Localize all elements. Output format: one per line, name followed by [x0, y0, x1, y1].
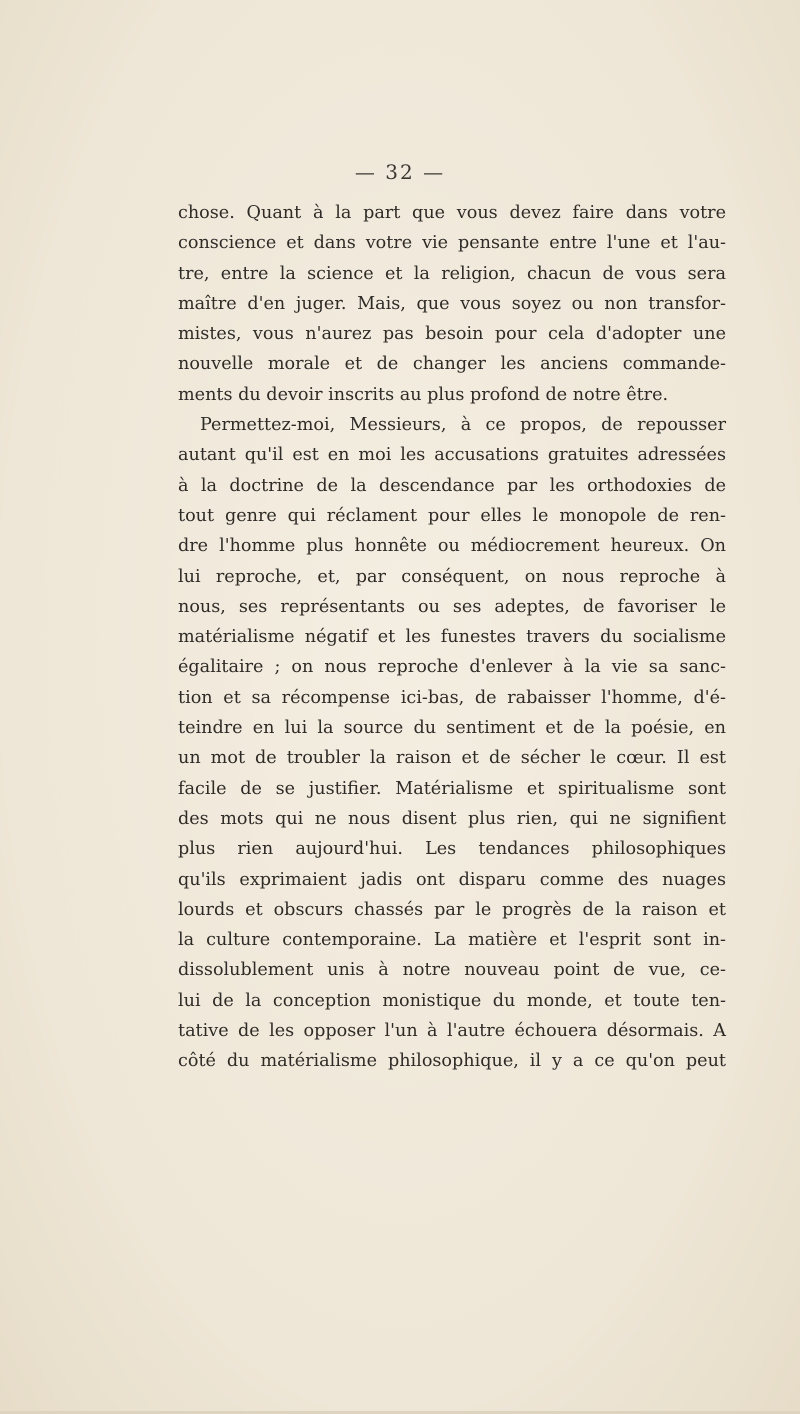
text-line: autant qu'il est en moi les accusations gratuites adressées	[178, 445, 726, 466]
text-line: lourds et obscurs chassés par le progrès de la raison et	[178, 899, 726, 920]
text-line: ments du devoir inscrits au plus profond de notre être.	[178, 384, 669, 405]
text-line: mistes, vous n'aurez pas besoin pour cela d'adopter une	[178, 324, 726, 345]
text-line: dre l'homme plus honnête ou médiocrement heureux. On	[178, 536, 726, 557]
text-line: lui reproche, et, par conséquent, on nous reproche à	[178, 566, 726, 587]
text-line: des mots qui ne nous disent plus rien, qui ne signifient	[178, 808, 726, 829]
text-line: nouvelle morale et de changer les anciens commande-	[178, 354, 726, 375]
text-line: chose. Quant à la part que vous devez faire dans votre	[178, 203, 726, 223]
text-line: tout genre qui réclament pour elles le monopole de ren-	[178, 505, 726, 526]
text-line: facile de se justifier. Matérialisme et spiritualisme sont	[178, 778, 726, 799]
text-line: côté du matérialisme philosophique, il y a ce qu'on peut	[178, 1051, 726, 1072]
text-line: maître d'en juger. Mais, que vous soyez ou non transfor-	[178, 293, 726, 314]
text-line: teindre en lui la source du sentiment et de la poésie, en	[178, 718, 726, 739]
text-line: à la doctrine de la descendance par les orthodoxies de	[178, 475, 726, 496]
text-line: plus rien aujourd'hui. Les tendances philosophiques	[178, 839, 726, 860]
text-line: nous, ses représentants ou ses adeptes, de favoriser le	[178, 596, 726, 617]
text-line: conscience et dans votre vie pensante entre l'une et l'au-	[178, 233, 726, 254]
text-line: tre, entre la science et la religion, chacun de vous sera	[178, 263, 726, 284]
text-line: tative de les opposer l'un à l'autre échouera désormais. A	[178, 1021, 726, 1042]
text-line: tion et sa récompense ici-bas, de rabaisser l'homme, d'é-	[178, 687, 726, 708]
text-line: égalitaire ; on nous reproche d'enlever à la vie sa sanc-	[178, 657, 726, 678]
paragraph-start-line: Permettez-moi, Messieurs, à ce propos, de repousser	[200, 415, 726, 436]
body-text	[178, 198, 726, 1077]
text-line: qu'ils exprimaient jadis ont disparu comme des nuages	[178, 869, 726, 890]
text-line: matérialisme négatif et les funestes travers du socialisme	[178, 627, 726, 648]
text-line: un mot de troubler la raison et de sécher le cœur. Il est	[178, 748, 726, 769]
text-line: dissolublement unis à notre nouveau point de vue, ce-	[178, 960, 726, 981]
text-line: lui de la conception monistique du monde, et toute ten-	[178, 990, 726, 1011]
text-line: la culture contemporaine. La matière et l'esprit sont in-	[178, 930, 726, 951]
page-number: — 32 —	[354, 160, 446, 184]
